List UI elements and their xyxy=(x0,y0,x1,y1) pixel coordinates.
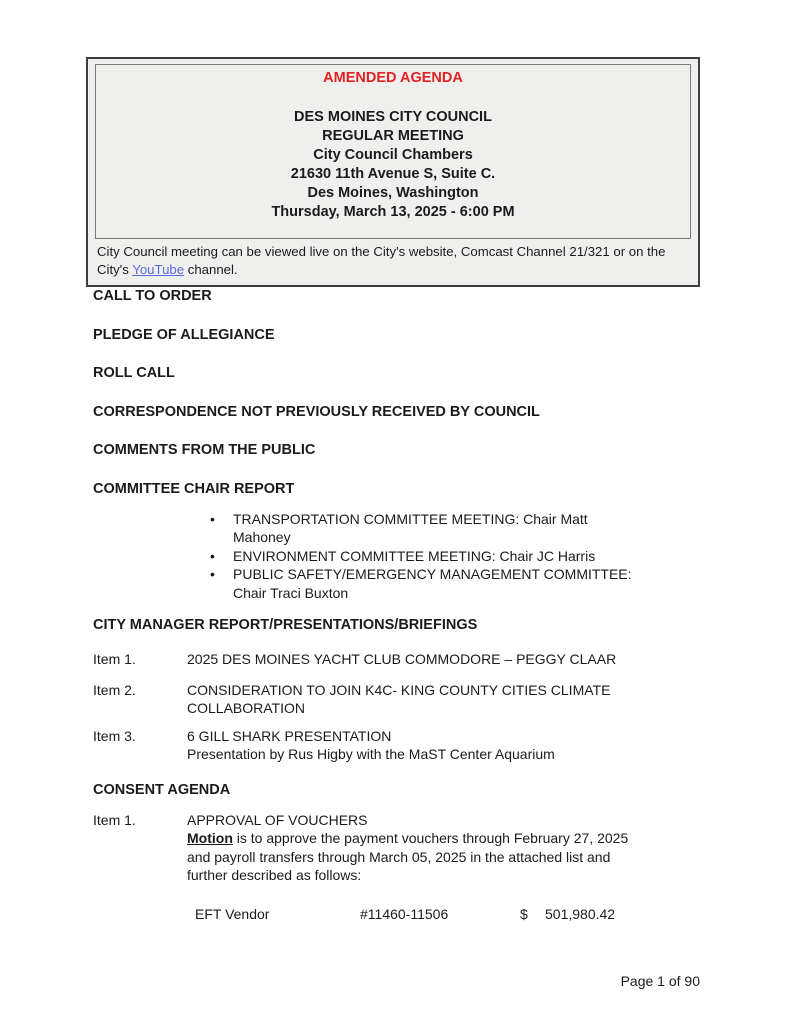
item-text xyxy=(187,650,700,669)
bullet-item-environment xyxy=(93,547,700,566)
section-comments-from-public: COMMENTS FROM THE PUBLIC xyxy=(93,442,316,458)
section-call-to-order: CALL TO ORDER xyxy=(93,288,212,304)
bullet-line: TRANSPORTATION COMMITTEE MEETING: Chair Matt xyxy=(233,510,588,527)
youtube-link[interactable]: YouTube xyxy=(132,261,185,277)
bullet-line: Chair Traci Buxton xyxy=(233,584,349,601)
item-text xyxy=(187,727,700,764)
meeting-title-line-chambers: City Council Chambers xyxy=(313,147,473,163)
item-label: Item 1. xyxy=(93,811,136,828)
meeting-title-line-datetime: Thursday, March 13, 2025 - 6:00 PM xyxy=(271,204,515,220)
agenda-body xyxy=(93,289,700,923)
motion-text: is to approve the payment vouchers through February 27, 2025 xyxy=(232,830,629,846)
broadcast-note-line1: City Council meeting can be viewed live on the City's website, Comcast Channel 21/321 or on the xyxy=(97,244,666,259)
voucher-type-cell: EFT Vendor xyxy=(195,905,270,922)
voucher-table-row xyxy=(187,905,700,924)
motion-line: and payroll transfers through March 05, 2025 in the attached list and xyxy=(187,848,611,865)
meeting-header-box xyxy=(86,57,700,287)
voucher-currency-cell: $ xyxy=(520,905,528,922)
amended-agenda-label: AMENDED AGENDA xyxy=(323,70,463,86)
motion-line xyxy=(187,829,700,848)
section-roll-call: ROLL CALL xyxy=(93,365,175,381)
voucher-amount-cell: 501,980.42 xyxy=(545,905,616,922)
meeting-title-line-city: Des Moines, Washington xyxy=(307,185,479,201)
item-label: Item 2. xyxy=(93,681,136,698)
bullet-line: PUBLIC SAFETY/EMERGENCY MANAGEMENT COMMITTEE: xyxy=(233,566,632,582)
bullet-line: Mahoney xyxy=(233,529,291,545)
section-consent-agenda: CONSENT AGENDA xyxy=(93,781,231,798)
item-title: APPROVAL OF VOUCHERS xyxy=(187,811,368,828)
broadcast-note-line2-prefix: City's xyxy=(97,261,133,277)
agenda-item-k4c xyxy=(93,681,700,718)
meeting-title-line-council: DES MOINES CITY COUNCIL xyxy=(294,109,492,125)
item-text xyxy=(187,681,700,718)
bullet-marker-icon: • xyxy=(210,566,215,582)
committee-bullet-list xyxy=(93,510,700,603)
motion-word: Motion xyxy=(187,830,233,846)
item-label: Item 1. xyxy=(93,651,136,667)
item-text-line: 2025 DES MOINES YACHT CLUB COMMODORE – PEGGY CLAAR xyxy=(187,651,617,667)
broadcast-note-line2-suffix: channel. xyxy=(184,261,238,277)
voucher-number-cell: #11460-11506 xyxy=(360,905,449,922)
meeting-title-block xyxy=(95,64,691,239)
item-text-line: Presentation by Rus Higby with the MaST Center Aquarium xyxy=(187,746,555,762)
page-number: Page 1 of 90 xyxy=(620,973,700,989)
bullet-item-public-safety xyxy=(93,565,700,602)
section-pledge-of-allegiance: PLEDGE OF ALLEGIANCE xyxy=(93,326,275,343)
agenda-item-approval-of-vouchers xyxy=(93,811,700,924)
section-correspondence: CORRESPONDENCE NOT PREVIOUSLY RECEIVED BY COUNCIL xyxy=(93,403,540,420)
motion-line: further described as follows: xyxy=(187,867,362,883)
agenda-item-yacht-club xyxy=(93,650,700,669)
section-committee-chair-report: COMMITTEE CHAIR REPORT xyxy=(93,480,295,497)
bullet-item-transportation xyxy=(93,510,700,547)
broadcast-note xyxy=(88,239,698,285)
meeting-title-line-meeting: REGULAR MEETING xyxy=(322,128,464,144)
item-label: Item 3. xyxy=(93,727,136,744)
bullet-line: ENVIRONMENT COMMITTEE MEETING: Chair JC Harris xyxy=(233,547,596,564)
item-text-line: CONSIDERATION TO JOIN K4C- KING COUNTY CITIES CLIMATE xyxy=(187,681,611,698)
agenda-item-shark-presentation xyxy=(93,727,700,764)
bullet-marker-icon: • xyxy=(210,510,215,527)
item-text xyxy=(187,811,700,924)
section-city-manager-report: CITY MANAGER REPORT/PRESENTATIONS/BRIEFINGS xyxy=(93,617,478,633)
bullet-marker-icon: • xyxy=(210,547,215,564)
item-text-line: COLLABORATION xyxy=(187,700,305,716)
item-text-line: 6 GILL SHARK PRESENTATION xyxy=(187,727,392,744)
meeting-title-line-address: 21630 11th Avenue S, Suite C. xyxy=(290,166,496,182)
